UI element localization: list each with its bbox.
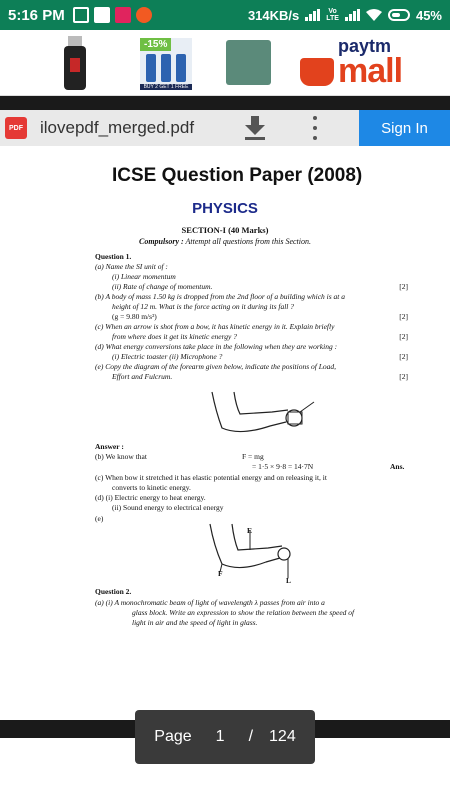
total-pages: 124 [269,728,296,745]
usb-drive-image [60,36,90,91]
product-sale-image [140,38,192,90]
current-page: 1 [215,728,225,745]
tiktok-notification-icon [115,7,131,23]
pdf-file-icon: PDF [5,117,27,139]
answer-line: (ii) Sound energy to electrical energy [112,503,224,512]
marks: [2] [399,282,408,291]
signal-icon [305,9,320,21]
figure-label-effort: E [247,526,253,535]
question-line: (b) A body of mass 1.50 kg is dropped from the 2nd floor of a building which is at a [95,292,345,301]
shopping-bag-icon [300,58,334,86]
figure-label-fulcrum: F [218,569,223,578]
marks: [2] [399,372,408,381]
paytm-mall-logo: paytm mall [300,36,422,90]
document-title: ICSE Question Paper (2008) [112,165,363,186]
question-line: height of 12 m. What is the force acting on it during its fall ? [112,302,295,311]
wifi-icon [366,9,382,21]
battery-percent: 45% [415,7,442,23]
pdf-page[interactable] [0,146,450,720]
question-line: (i) Linear momentum [112,272,176,281]
sale-footer: BUY 2 GET 1 FREE [140,84,192,90]
answer-equation: = 1·5 × 9·8 = 14·7N [252,462,314,471]
signal-icon-2 [345,9,360,21]
question-line: (g = 9.80 m/s²) [112,312,157,321]
document-subject: PHYSICS [192,200,258,217]
question-line: (a) Name the SI unit of : [95,262,168,271]
answer-line: (c) When bow it stretched it has elastic potential energy and on releasing it, it [95,473,327,482]
question-line: glass block. Write an expression to show the relation between the speed of [132,608,355,617]
section-heading: SECTION-I (40 Marks) [181,225,269,235]
question-2-heading: Question 2. [95,587,132,596]
answer-line: (e) [95,514,104,523]
marks: [2] [399,312,408,321]
top-divider [0,96,450,110]
answer-line: (d) (i) Electric energy to heat energy. [95,493,206,502]
question-line: (d) What energy conversions take place in the following when they are working : [95,342,338,351]
question-line: from where does it get its kinetic energy ? [112,332,237,341]
marks: [2] [399,352,408,361]
discount-tag: -15% [140,38,171,51]
question-line: light in air and the speed of light in glass. [132,618,258,627]
question-line: (i) Electric toaster (ii) Microphone ? [112,352,223,361]
question-line: (e) Copy the diagram of the forearm given below, indicate the positions of Load, [95,362,337,371]
app-notification-icon [136,7,152,23]
more-options-icon[interactable] [308,116,322,140]
file-name: ilovepdf_merged.pdf [40,118,195,137]
question-line: (ii) Rate of change of momentum. [112,282,213,291]
page-indicator: Page 1 / 124 [135,710,315,764]
forearm-diagram [210,390,322,440]
ad-banner[interactable] [0,30,450,96]
answer-heading: Answer : [95,442,124,451]
mail-notification-icon [94,7,110,23]
question-line: Effort and Fulcrum. [112,372,173,381]
labeled-forearm-diagram [208,522,308,582]
answer-line: (b) We know that [95,452,147,461]
status-bar [0,0,450,30]
gallery-notification-icon [73,7,89,23]
answer-line: converts to kinetic energy. [112,483,191,492]
volte-indicator: Vo LTE [326,8,339,22]
question-1-heading: Question 1. [95,252,132,261]
lamp-product-image [226,40,271,85]
figure-label-load: L [286,576,292,585]
marks: [2] [399,332,408,341]
question-line: (c) When an arrow is shot from a bow, it has kinetic energy in it. Explain briefly [95,322,335,331]
answer-equation: F = mg [242,452,264,461]
sign-in-button[interactable]: Sign In [359,110,450,146]
clock: 5:16 PM [8,6,65,24]
battery-icon [388,9,410,21]
network-speed: 314KB/s [247,7,300,23]
ans-label: Ans. [390,462,405,471]
question-line: (a) (i) A monochromatic beam of light of wavelength λ passes from air into a [95,598,325,607]
instructions: Compulsory : Attempt all questions from this Section. [139,237,311,246]
download-icon[interactable] [244,116,266,140]
